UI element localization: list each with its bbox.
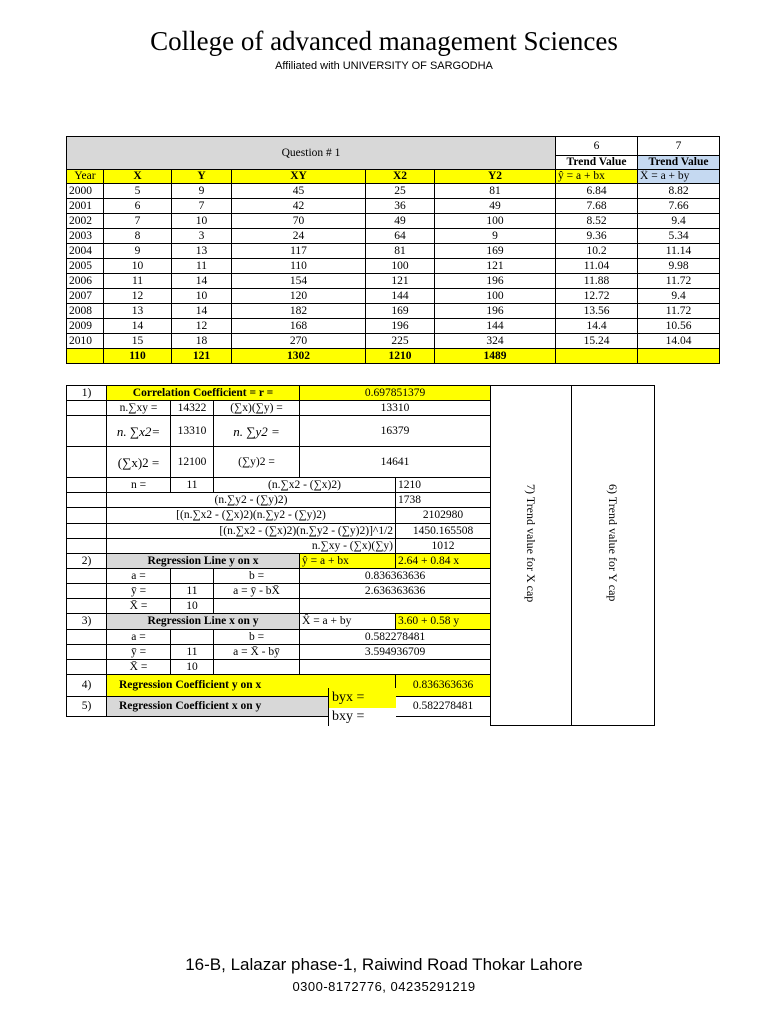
- correlation-value: 0.697851379: [300, 386, 491, 401]
- table-row: [67, 229, 720, 244]
- ybar-value: 11: [171, 584, 214, 599]
- cell-trend-x: 9.4: [638, 289, 720, 304]
- cell-trend-x: 11.14: [638, 244, 720, 259]
- b-xy-value: 0.582278481: [300, 630, 491, 645]
- table-row: [67, 334, 720, 349]
- cell-trend-y: 9.36: [556, 229, 638, 244]
- step-2: 2): [67, 554, 107, 569]
- b-label: b =: [214, 569, 300, 584]
- table-row: [67, 199, 720, 214]
- cell-y2: 324: [435, 334, 556, 349]
- b-label-2: b =: [214, 630, 300, 645]
- col6-formula: ŷ = a + bx: [556, 170, 638, 184]
- nsy2-value: 16379: [300, 416, 491, 447]
- total-blank-6: [556, 349, 638, 364]
- cell-year: 2009: [67, 319, 104, 334]
- f3-label: [(n.∑x2 - (∑x)2)(n.∑y2 - (∑y)2): [107, 508, 396, 524]
- cell-x: 12: [104, 289, 172, 304]
- f4-value: 1450.165508: [396, 524, 491, 539]
- cell-year: 2010: [67, 334, 104, 349]
- header-xy: XY: [232, 170, 366, 184]
- cell-x: 9: [104, 244, 172, 259]
- col7-formula: X̂ = a + by: [638, 170, 720, 184]
- f1-label: (n.∑x2 - (∑x)2): [214, 478, 396, 493]
- f3-value: 2102980: [396, 508, 491, 524]
- header-x: X: [104, 170, 172, 184]
- xbar-label-2: X̄ =: [107, 660, 171, 675]
- header-y: Y: [172, 170, 232, 184]
- cell-xy: 45: [232, 184, 366, 199]
- cell-x2: 100: [366, 259, 435, 274]
- data-table: [66, 136, 720, 364]
- ybar-label: ȳ =: [107, 584, 171, 599]
- xbar-value-2: 10: [171, 660, 214, 675]
- nsx2-label: n. ∑x2=: [107, 416, 171, 447]
- cell-y2: 196: [435, 274, 556, 289]
- cell-year: 2000: [67, 184, 104, 199]
- trend-value-label-6: Trend Value: [556, 156, 638, 170]
- trend-value-label-7: Trend Value: [638, 156, 720, 170]
- a-xy-label: a = X̄ - bȳ: [214, 645, 300, 660]
- cell-xy: 120: [232, 289, 366, 304]
- f2-value: 1738: [396, 493, 491, 508]
- cell-y2: 100: [435, 289, 556, 304]
- nsxy-label: n.∑xy =: [107, 401, 171, 416]
- cell-x: 7: [104, 214, 172, 229]
- cell-y: 14: [172, 274, 232, 289]
- xbar-label: X̄ =: [107, 599, 171, 614]
- total-x: 110: [104, 349, 172, 364]
- sy2-value: 14641: [300, 447, 491, 478]
- cell-trend-x: 5.34: [638, 229, 720, 244]
- cell-year: 2002: [67, 214, 104, 229]
- cell-trend-y: 15.24: [556, 334, 638, 349]
- a-label-2: a =: [107, 630, 171, 645]
- cell-y: 9: [172, 184, 232, 199]
- col6-number: 6: [556, 137, 638, 156]
- cell-xy: 270: [232, 334, 366, 349]
- footer-phone: 0300-8172776, 04235291219: [292, 979, 476, 994]
- total-blank-7: [638, 349, 720, 364]
- col7-number: 7: [638, 137, 720, 156]
- f4-label: [(n.∑x2 - (∑x)2)(n.∑y2 - (∑y)2)]^1/2: [107, 524, 396, 539]
- table-row: [67, 289, 720, 304]
- question-label: Question # 1: [67, 137, 556, 170]
- cell-year: 2007: [67, 289, 104, 304]
- trend-x-cap-note: 6) Trend value for Y cap: [606, 484, 620, 602]
- cell-x: 10: [104, 259, 172, 274]
- cell-xy: 24: [232, 229, 366, 244]
- cell-y2: 81: [435, 184, 556, 199]
- sy2-label: (∑y)2 =: [214, 447, 300, 478]
- b-yx-value: 0.836363636: [300, 569, 491, 584]
- header-x2: X2: [366, 170, 435, 184]
- total-blank: [67, 349, 104, 364]
- table-row: [67, 274, 720, 289]
- rc-xy-value: 0.582278481: [396, 697, 491, 717]
- reg-yx-eq: 2.64 + 0.84 x: [396, 554, 491, 569]
- step-3: 3): [67, 614, 107, 630]
- cell-xy: 42: [232, 199, 366, 214]
- cell-y2: 144: [435, 319, 556, 334]
- cell-y: 10: [172, 214, 232, 229]
- cell-x2: 81: [366, 244, 435, 259]
- a-yx-label: a = ȳ - bX̄: [214, 584, 300, 599]
- n-value: 11: [171, 478, 214, 493]
- cell-x2: 196: [366, 319, 435, 334]
- n-label: n =: [107, 478, 171, 493]
- cell-x: 14: [104, 319, 172, 334]
- cell-y: 7: [172, 199, 232, 214]
- cell-x2: 49: [366, 214, 435, 229]
- nsy2-label: n. ∑y2 =: [214, 416, 300, 447]
- f1-value: 1210: [396, 478, 491, 493]
- reg-yx-label: Regression Line y on x: [107, 554, 300, 569]
- cell-year: 2008: [67, 304, 104, 319]
- cell-xy: 168: [232, 319, 366, 334]
- cell-x2: 36: [366, 199, 435, 214]
- sxsy-label: (∑x)(∑y) =: [214, 401, 300, 416]
- reg-xy-form: X̂ = a + by: [300, 614, 396, 630]
- cell-trend-y: 8.52: [556, 214, 638, 229]
- cell-y2: 9: [435, 229, 556, 244]
- ybar-label-2: ȳ =: [107, 645, 171, 660]
- cell-trend-y: 6.84: [556, 184, 638, 199]
- cell-x: 6: [104, 199, 172, 214]
- rc-xy-label: Regression Coefficient x on y: [107, 697, 396, 717]
- cell-y: 12: [172, 319, 232, 334]
- cell-year: 2001: [67, 199, 104, 214]
- cell-trend-y: 7.68: [556, 199, 638, 214]
- bxy-label: bxy =: [328, 708, 396, 726]
- f5-value: 1012: [396, 539, 491, 554]
- cell-trend-y: 12.72: [556, 289, 638, 304]
- nsx2-value: 13310: [171, 416, 214, 447]
- cell-y2: 169: [435, 244, 556, 259]
- cell-trend-y: 11.88: [556, 274, 638, 289]
- cell-x2: 225: [366, 334, 435, 349]
- cell-y: 10: [172, 289, 232, 304]
- table-row: [67, 184, 720, 199]
- cell-x: 15: [104, 334, 172, 349]
- cell-y2: 196: [435, 304, 556, 319]
- cell-xy: 154: [232, 274, 366, 289]
- cell-trend-x: 11.72: [638, 274, 720, 289]
- cell-y: 14: [172, 304, 232, 319]
- cell-trend-x: 7.66: [638, 199, 720, 214]
- cell-x2: 25: [366, 184, 435, 199]
- a-yx-value: 2.636363636: [300, 584, 491, 599]
- sxsy-value: 13310: [300, 401, 491, 416]
- a-xy-value: 3.594936709: [300, 645, 491, 660]
- table-row: [67, 319, 720, 334]
- cell-year: 2005: [67, 259, 104, 274]
- cell-x2: 169: [366, 304, 435, 319]
- sx2-value: 12100: [171, 447, 214, 478]
- a-label: a =: [107, 569, 171, 584]
- table-row: [67, 304, 720, 319]
- total-x2: 1210: [366, 349, 435, 364]
- correlation-label: Correlation Coefficient = r =: [107, 386, 300, 401]
- cell-y: 3: [172, 229, 232, 244]
- cell-trend-x: 9.98: [638, 259, 720, 274]
- cell-y2: 49: [435, 199, 556, 214]
- step-1: 1): [67, 386, 107, 401]
- f5-label: n.∑xy - (∑x)(∑y): [107, 539, 396, 554]
- cell-y: 18: [172, 334, 232, 349]
- reg-xy-label: Regression Line x on y: [107, 614, 300, 630]
- header-year: Year: [67, 170, 104, 184]
- cell-x2: 121: [366, 274, 435, 289]
- total-xy: 1302: [232, 349, 366, 364]
- f2-label: (n.∑y2 - (∑y)2): [107, 493, 396, 508]
- nsxy-value: 14322: [171, 401, 214, 416]
- cell-xy: 182: [232, 304, 366, 319]
- cell-year: 2003: [67, 229, 104, 244]
- cell-x: 8: [104, 229, 172, 244]
- rc-yx-value: 0.836363636: [396, 675, 491, 697]
- cell-trend-x: 8.82: [638, 184, 720, 199]
- cell-year: 2006: [67, 274, 104, 289]
- reg-yx-form: ŷ = a + bx: [300, 554, 396, 569]
- reg-xy-eq: 3.60 + 0.58 y: [396, 614, 491, 630]
- cell-xy: 110: [232, 259, 366, 274]
- cell-trend-x: 10.56: [638, 319, 720, 334]
- table-row: [67, 244, 720, 259]
- table-row: [67, 214, 720, 229]
- cell-trend-y: 14.4: [556, 319, 638, 334]
- cell-y2: 121: [435, 259, 556, 274]
- step-5: 5): [67, 697, 107, 717]
- rc-yx-label: Regression Coefficient y on x: [107, 675, 396, 697]
- college-title: College of advanced management Sciences: [150, 26, 618, 56]
- trend-y-cap-note: 7) Trend value for X cap: [524, 484, 538, 603]
- header-y2: Y2: [435, 170, 556, 184]
- total-y2: 1489: [435, 349, 556, 364]
- sx2-label: (∑x)2 =: [107, 447, 171, 478]
- xbar-value: 10: [171, 599, 214, 614]
- cell-x: 11: [104, 274, 172, 289]
- cell-year: 2004: [67, 244, 104, 259]
- cell-y2: 100: [435, 214, 556, 229]
- cell-x2: 64: [366, 229, 435, 244]
- cell-x2: 144: [366, 289, 435, 304]
- cell-trend-x: 11.72: [638, 304, 720, 319]
- footer-address: 16-B, Lalazar phase-1, Raiwind Road Thokar Lahore: [185, 955, 583, 974]
- cell-trend-y: 13.56: [556, 304, 638, 319]
- affiliation-subtitle: Affiliated with UNIVERSITY OF SARGODHA: [275, 60, 493, 72]
- table-row: [67, 259, 720, 274]
- cell-trend-y: 10.2: [556, 244, 638, 259]
- step-4: 4): [67, 675, 107, 697]
- calc-table: [66, 385, 491, 717]
- byx-label: byx =: [328, 688, 396, 708]
- cell-y: 13: [172, 244, 232, 259]
- total-y: 121: [172, 349, 232, 364]
- cell-x: 5: [104, 184, 172, 199]
- cell-trend-y: 11.04: [556, 259, 638, 274]
- ybar-value-2: 11: [171, 645, 214, 660]
- cell-x: 13: [104, 304, 172, 319]
- cell-trend-x: 14.04: [638, 334, 720, 349]
- cell-xy: 117: [232, 244, 366, 259]
- cell-y: 11: [172, 259, 232, 274]
- cell-xy: 70: [232, 214, 366, 229]
- cell-trend-x: 9.4: [638, 214, 720, 229]
